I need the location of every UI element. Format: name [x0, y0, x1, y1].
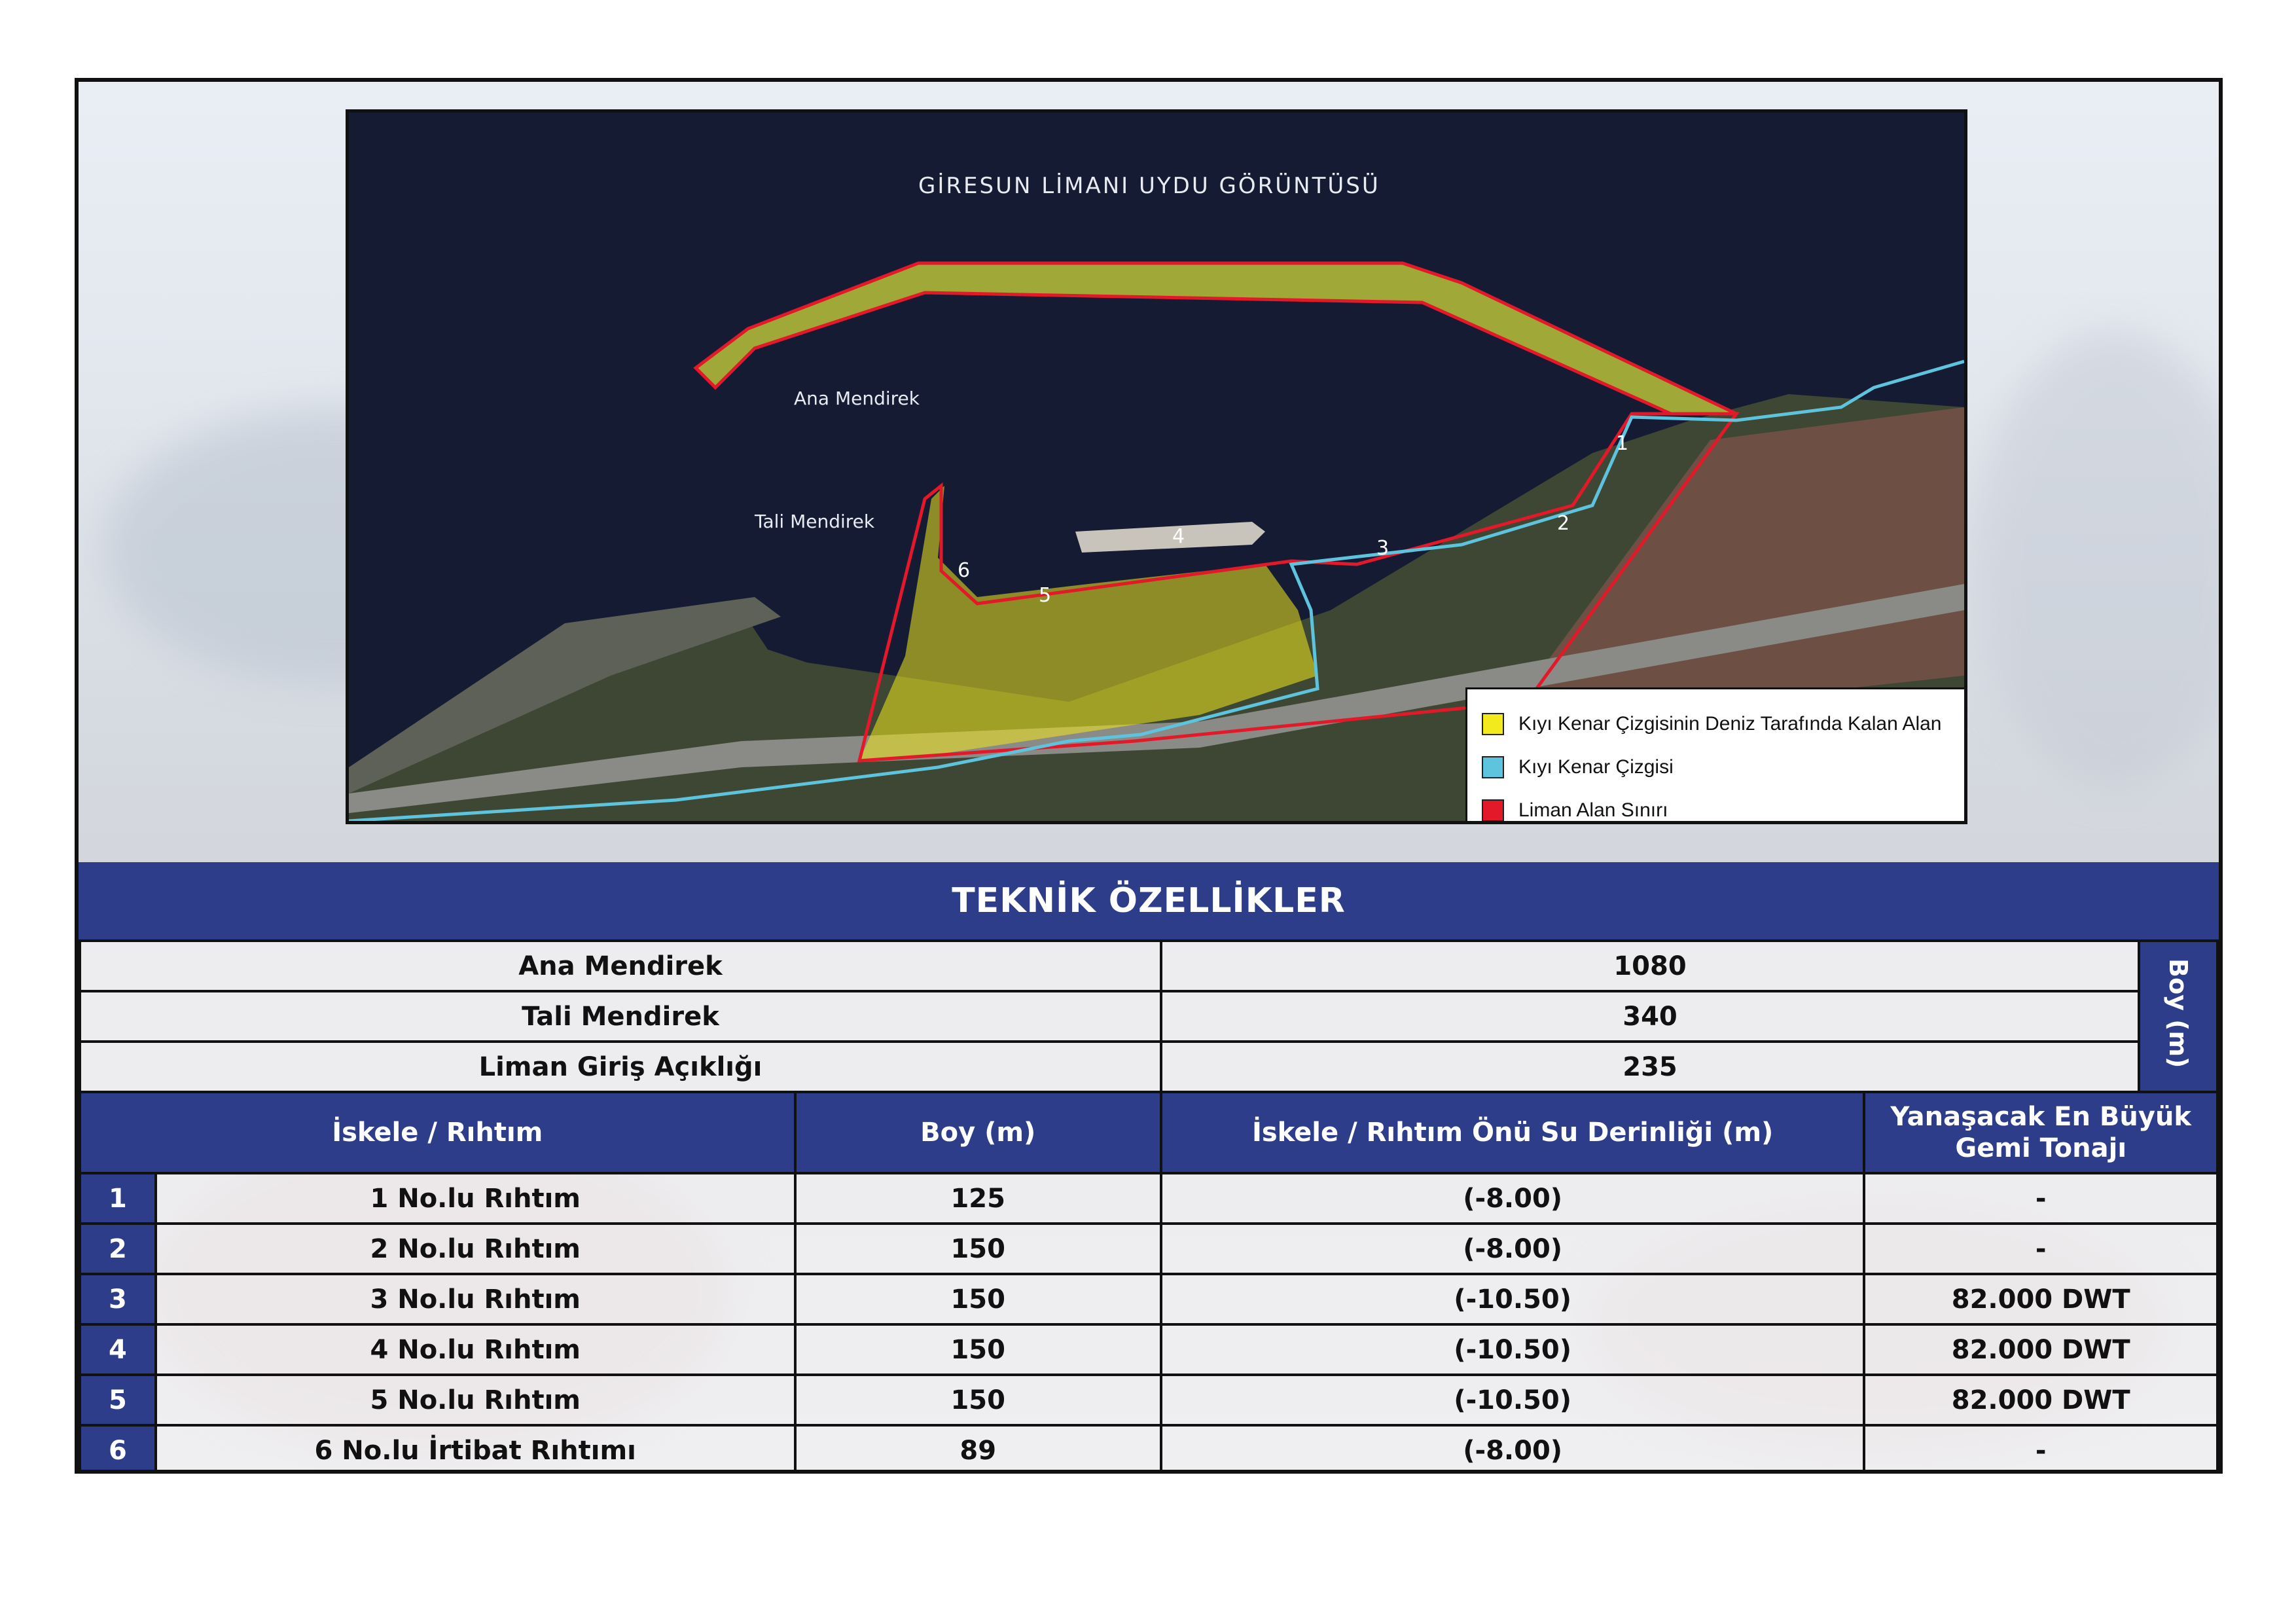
pier-tonnage: -: [1864, 1224, 2217, 1274]
unit-cell: [2139, 941, 2217, 1092]
row-number: 4: [80, 1324, 156, 1375]
section-title: TEKNİK ÖZELLİKLER: [79, 862, 2219, 939]
header-tonnage: Yanaşacak En Büyük Gemi Tonajı: [1864, 1092, 2217, 1173]
map-legend: [1465, 687, 1967, 824]
document-frame: [75, 78, 2223, 1474]
satellite-map: [346, 109, 1967, 824]
table-row: [80, 1224, 2217, 1274]
row-number: 3: [80, 1274, 156, 1324]
legend-label: Liman Alan Sınırı: [1518, 799, 1668, 821]
berth-number: 5: [1039, 584, 1052, 607]
berth-number: 2: [1557, 512, 1570, 535]
pier-depth: (-8.00): [1161, 1173, 1865, 1224]
header-pier: İskele / Rıhtım: [80, 1092, 795, 1173]
legend-label: Kıyı Kenar Çizgisinin Deniz Tarafında Kalan Alan: [1518, 713, 1942, 735]
table-row: [80, 1375, 2217, 1425]
legend-item: [1482, 702, 1967, 746]
pier-tonnage: 82.000 DWT: [1864, 1274, 2217, 1324]
pier-depth: (-8.00): [1161, 1224, 1865, 1274]
label-tali-mendirek: Tali Mendirek: [755, 511, 875, 532]
header-depth: İskele / Rıhtım Önü Su Derinliği (m): [1161, 1092, 1865, 1173]
berth-number: 1: [1616, 432, 1629, 455]
pier-name: 2 No.lu Rıhtım: [156, 1224, 795, 1274]
pier-length: 150: [795, 1375, 1161, 1425]
label-ana-mendirek: Ana Mendirek: [794, 388, 920, 409]
legend-swatch: [1482, 799, 1504, 822]
legend-swatch: [1482, 756, 1504, 778]
table-row: [80, 941, 2217, 991]
legend-label: Kıyı Kenar Çizgisi: [1518, 756, 1674, 778]
pier-tonnage: 82.000 DWT: [1864, 1324, 2217, 1375]
map-title: GİRESUN LİMANI UYDU GÖRÜNTÜSÜ: [918, 173, 1380, 199]
table-row: [80, 1173, 2217, 1224]
breakwater-name: Ana Mendirek: [80, 941, 1161, 991]
table-header-row: [80, 1092, 2217, 1173]
legend-item: [1482, 789, 1967, 824]
pier-depth: (-10.50): [1161, 1375, 1865, 1425]
pier-depth: (-8.00): [1161, 1425, 1865, 1474]
breakwater-value: 340: [1161, 991, 2139, 1042]
pier-tonnage: -: [1864, 1173, 2217, 1224]
ship-shape: [1075, 522, 1265, 553]
row-number: 2: [80, 1224, 156, 1274]
breakwater-name: Tali Mendirek: [80, 991, 1161, 1042]
table-row: [80, 1042, 2217, 1092]
pier-tonnage: 82.000 DWT: [1864, 1375, 2217, 1425]
berth-number: 4: [1172, 525, 1185, 548]
row-number: 6: [80, 1425, 156, 1474]
pier-depth: (-10.50): [1161, 1274, 1865, 1324]
pier-length: 150: [795, 1274, 1161, 1324]
pier-name: 5 No.lu Rıhtım: [156, 1375, 795, 1425]
table-row: [80, 1425, 2217, 1474]
pier-name: 4 No.lu Rıhtım: [156, 1324, 795, 1375]
breakwater-name: Liman Giriş Açıklığı: [80, 1042, 1161, 1092]
breakwater-table: [79, 939, 2219, 1093]
pier-table: [79, 1091, 2219, 1474]
pier-name: 1 No.lu Rıhtım: [156, 1173, 795, 1224]
pier-depth: (-10.50): [1161, 1324, 1865, 1375]
pier-length: 125: [795, 1173, 1161, 1224]
pier-length: 150: [795, 1324, 1161, 1375]
backdrop-shape: [1977, 331, 2223, 789]
breakwater-value: 1080: [1161, 941, 2139, 991]
breakwater-value: 235: [1161, 1042, 2139, 1092]
pier-length: 89: [795, 1425, 1161, 1474]
unit-label: Boy (m): [2164, 958, 2193, 1068]
legend-item: [1482, 746, 1967, 789]
row-number: 5: [80, 1375, 156, 1425]
row-number: 1: [80, 1173, 156, 1224]
table-row: [80, 1324, 2217, 1375]
pier-tonnage: -: [1864, 1425, 2217, 1474]
header-length: Boy (m): [795, 1092, 1161, 1173]
table-row: [80, 991, 2217, 1042]
pier-name: 3 No.lu Rıhtım: [156, 1274, 795, 1324]
table-row: [80, 1274, 2217, 1324]
legend-swatch: [1482, 713, 1504, 735]
pier-length: 150: [795, 1224, 1161, 1274]
pier-name: 6 No.lu İrtibat Rıhtımı: [156, 1425, 795, 1474]
berth-number: 6: [958, 559, 971, 582]
berth-number: 3: [1376, 537, 1390, 560]
